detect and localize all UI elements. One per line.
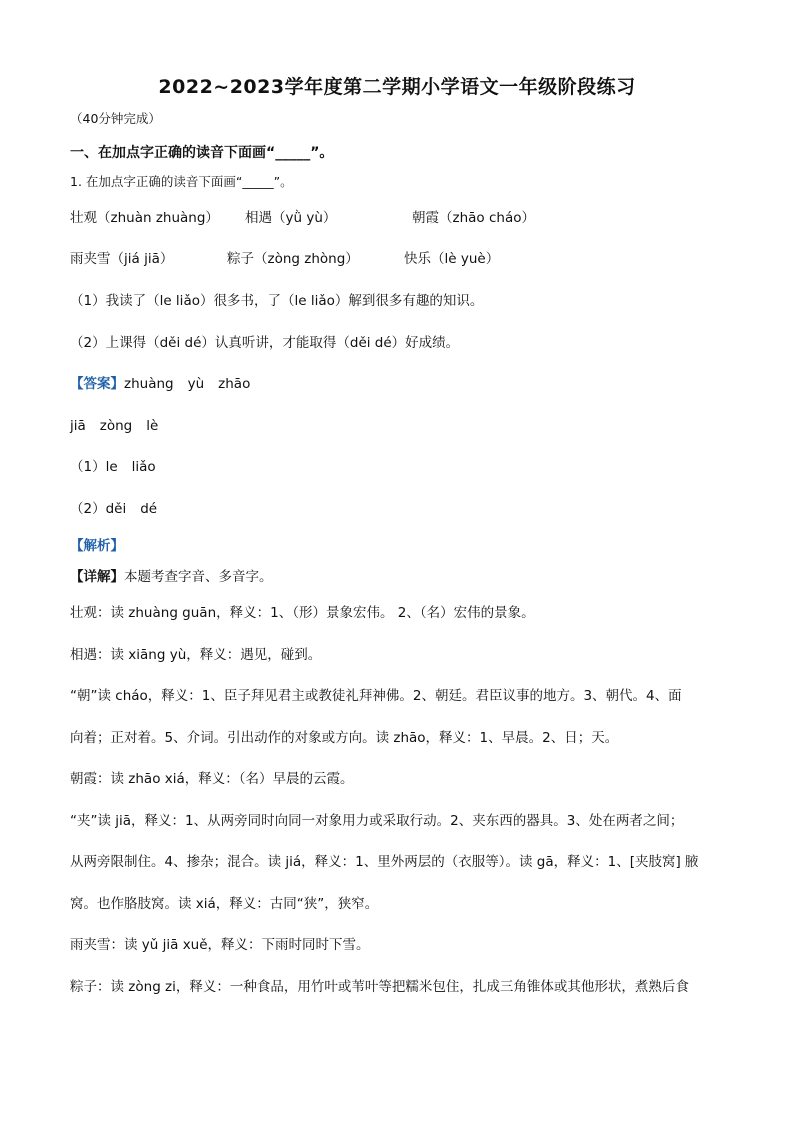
- time-note: （40分钟完成）: [70, 111, 161, 126]
- answer-line: [70, 375, 250, 393]
- explanation-line: 壮观：读 zhuàng guān，释义：1、（形）景象宏伟。 2、（名）宏伟的景象。: [70, 605, 535, 621]
- explanation-line: 朝霞：读 zhāo xiá，释义：（名）早晨的云霞。: [70, 771, 354, 787]
- detail-tag: 【详解】: [70, 569, 124, 585]
- answer-line: [70, 417, 158, 435]
- word-item: 朝霞（zhāo cháo）: [412, 210, 535, 226]
- answer-value: jiā: [70, 418, 86, 434]
- question-stem: 1. 在加点字正确的读音下面画“_____”。: [70, 174, 293, 189]
- section-heading: 一、在加点字正确的读音下面画“_____”。: [70, 145, 334, 161]
- answer-value: zòng: [99, 418, 133, 434]
- explanation-line: 雨夹雪：读 yǔ jiā xuě，释义：下雨时同时下雪。: [70, 937, 370, 953]
- word-item: 快乐（lè yuè）: [404, 251, 500, 267]
- answer-value: dé: [140, 501, 158, 517]
- detail-line: [70, 568, 273, 586]
- answer-value: zhāo: [218, 376, 251, 392]
- answer-line: [70, 500, 157, 518]
- answer-value: lè: [146, 418, 159, 434]
- explanation-line: 窝。也作胳肢窝。读 xiá，释义：古同“狭”，狭窄。: [70, 896, 379, 912]
- word-item: 壮观（zhuàn zhuàng）: [70, 210, 219, 226]
- page-title: 2022~2023学年度第二学期小学语文一年级阶段练习: [158, 76, 636, 98]
- explanation-line: “夹”读 jiā，释义：1、从两旁同时向同一对象用力或采取行动。2、夹东西的器具。3、处在两者之间；: [70, 813, 684, 829]
- word-item: 粽子（zòng zhòng）: [227, 251, 359, 267]
- explanation-line: 向着；正对着。5、介词。引出动作的对象或方向。读 zhāo，释义：1、早晨。2、日；天。: [70, 730, 619, 746]
- sentence-item: （1）我读了（le liǎo）很多书，了（le liǎo）解到很多有趣的知识。: [70, 293, 484, 309]
- analysis-tag: 【解析】: [70, 538, 124, 554]
- answer-tag: 【答案】: [70, 376, 124, 392]
- word-item: 雨夹雪（jiá jiā）: [70, 251, 174, 267]
- answer-value: yù: [187, 376, 205, 392]
- answer-value: liǎo: [131, 459, 156, 475]
- answer-value: zhuàng: [124, 376, 174, 392]
- sentence-item: （2）上课得（děi dé）认真听讲，才能取得（děi dé）好成绩。: [70, 335, 460, 351]
- explanation-line: 相遇：读 xiāng yù，释义：遇见，碰到。: [70, 647, 322, 663]
- explanation-line: 粽子：读 zòng zi，释义：一种食品，用竹叶或苇叶等把糯米包住，扎成三角锥体或其他形状，煮熟后食: [70, 979, 689, 995]
- word-item: 相遇（yǜ yù）: [245, 210, 337, 226]
- answer-line: [70, 458, 156, 476]
- explanation-line: “朝”读 cháo，释义：1、臣子拜见君主或教徒礼拜神佛。2、朝廷。君臣议事的地方。3、朝代。4、面: [70, 688, 682, 704]
- detail-text: 本题考查字音、多音字。: [124, 569, 273, 585]
- explanation-line: 从两旁限制住。4、掺杂；混合。读 jiá，释义：1、里外两层的（衣服等）。读 gā，释义：1、[夹肢窝] 腋: [70, 854, 699, 870]
- answer-value: （1）le: [70, 459, 118, 475]
- answer-value: （2）děi: [70, 501, 127, 517]
